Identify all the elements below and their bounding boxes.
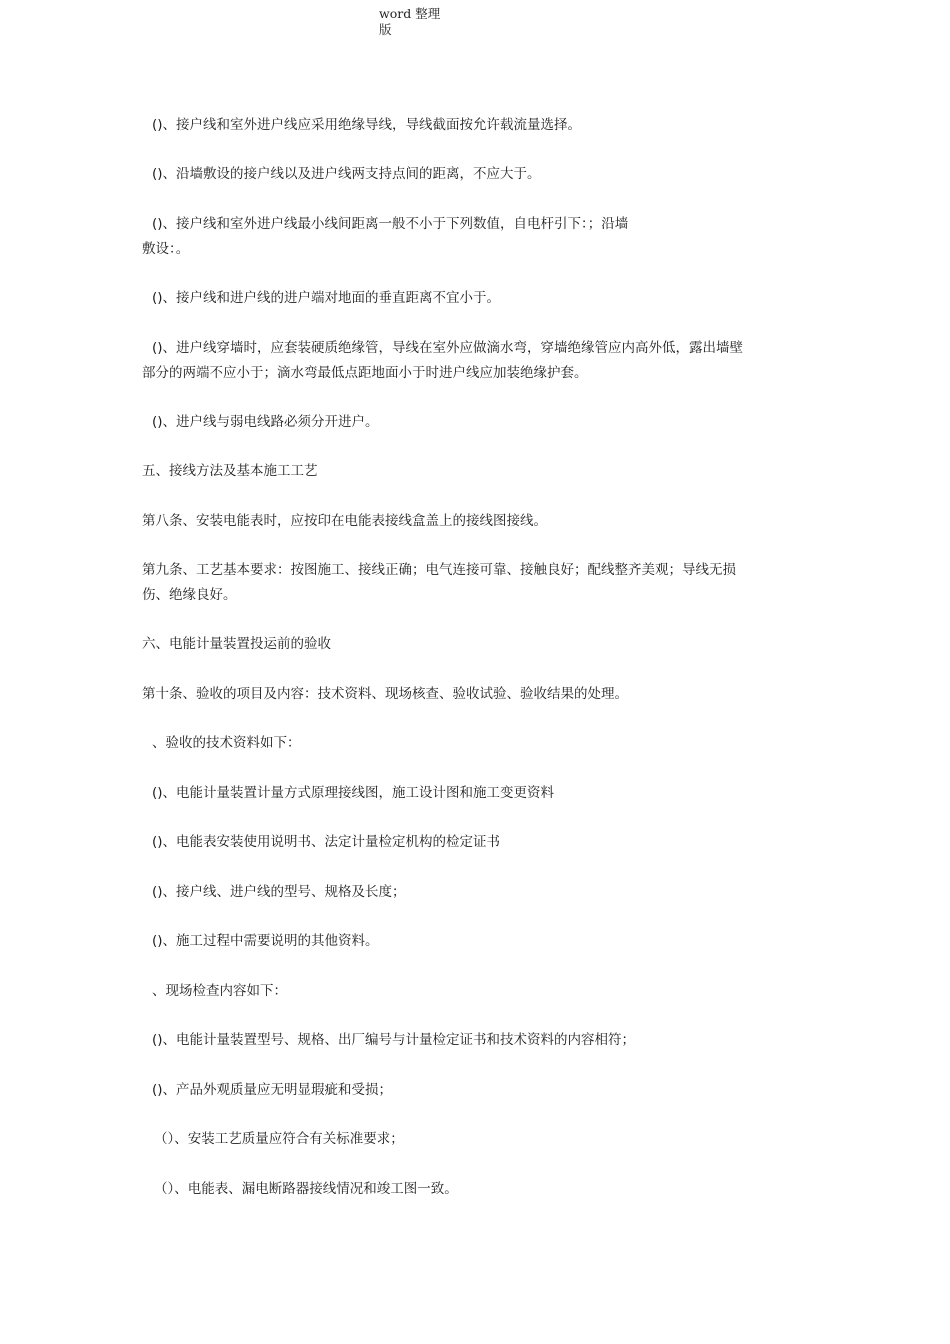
paragraph-line-spacing: ()、接户线和室外进户线最小线间距离一般不小于下列数值，自电杆引下：；沿墙 (152, 216, 629, 232)
subheading-site-check: 、现场检查内容如下： (152, 983, 287, 999)
list-item-wiring-diagram: ()、电能计量装置计量方式原理接线图，施工设计图和施工变更资料 (152, 785, 555, 801)
header-word: word (379, 6, 412, 21)
paragraph-vertical-height: ()、接户线和进户线的进户端对地面的垂直距离不宜小于。 (152, 290, 501, 306)
section-heading-5: 五、接线方法及基本施工工艺 (142, 463, 318, 479)
list-item-appearance: ()、产品外观质量应无明显瑕疵和受损； (152, 1082, 393, 1098)
list-item-model-match: ()、电能计量装置型号、规格、出厂编号与计量检定证书和技术资料的内容相符； (152, 1032, 636, 1048)
list-item-wire-specs: ()、接户线、进户线的型号、规格及长度； (152, 884, 406, 900)
list-item-wiring-as-built: （）、电能表、漏电断路器接线情况和竣工图一致。 (154, 1181, 458, 1197)
header-tidy: 整理 (415, 6, 441, 21)
list-item-install-quality: （）、安装工艺质量应符合有关标准要求； (154, 1131, 404, 1147)
paragraph-wall-penetration-cont: 部分的两端不应小于；滴水弯最低点距地面小于时进户线应加装绝缘护套。 (142, 365, 588, 381)
header-line-2: 版 (379, 22, 392, 37)
paragraph-wall-support-distance: ()、沿墙敷设的接户线以及进户线两支持点间的距离，不应大于。 (152, 166, 541, 182)
list-item-manual-certificate: ()、电能表安装使用说明书、法定计量检定机构的检定证书 (152, 834, 501, 850)
paragraph-wall-penetration: ()、进户线穿墙时，应套装硬质绝缘管，导线在室外应做滴水弯，穿墙绝缘管应内高外低，露出墙壁 (152, 340, 744, 356)
section-heading-6: 六、电能计量装置投运前的验收 (142, 636, 331, 652)
paragraph-weak-current-separate: ()、进户线与弱电线路必须分开进户。 (152, 414, 379, 430)
article-9: 第九条、工艺基本要求：按图施工、接线正确；电气连接可靠、接触良好；配线整齐美观；导线无损 (142, 562, 736, 578)
paragraph-line-spacing-cont: 敷设：。 (142, 241, 190, 257)
subheading-tech-docs: 、验收的技术资料如下： (152, 735, 301, 751)
article-9-cont: 伤、绝缘良好。 (142, 587, 237, 603)
list-item-other-docs: ()、施工过程中需要说明的其他资料。 (152, 933, 379, 949)
paragraph-service-wire-insulation: ()、接户线和室外进户线应采用绝缘导线，导线截面按允许载流量选择。 (152, 117, 582, 133)
article-8: 第八条、安装电能表时，应按印在电能表接线盒盖上的接线图接线。 (142, 513, 547, 529)
article-10: 第十条、验收的项目及内容：技术资料、现场核查、验收试验、验收结果的处理。 (142, 686, 628, 702)
